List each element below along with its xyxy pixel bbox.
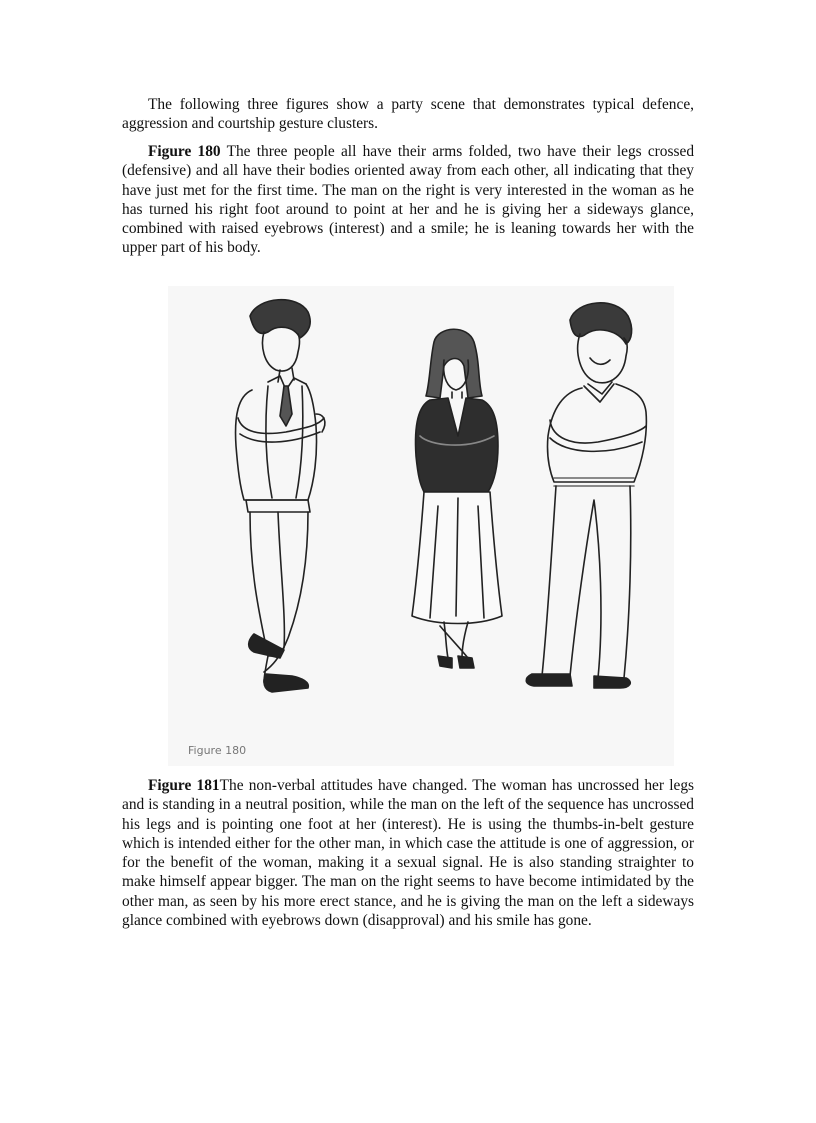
figure-181-description xyxy=(122,776,694,930)
figure-180-text: The three people all have their arms folded, two have their legs crossed (defensive) and all have their bodies oriented away from each other, all indicating that they have just met for the first time. The man on the right is very interested in the woman as he has turned his right foot around to point at her and he is giving her a sideways glance, combined with raised eyebrows (interest) and a smile; he is leaning towards her with the upper part of his body. xyxy=(122,143,695,257)
figure-180-description xyxy=(122,142,694,258)
intro-text: The following three figures show a party scene that demonstrates typical defence, aggression and courtship gesture clusters. xyxy=(122,96,694,133)
right-man-figure xyxy=(526,303,646,688)
woman-figure xyxy=(412,329,502,668)
party-scene-drawing xyxy=(168,286,674,766)
figure-caption: Figure 180 xyxy=(188,744,247,757)
figure-181-label: Figure 181 xyxy=(148,777,220,794)
figure-180-illustration xyxy=(168,286,674,766)
figure-181-text: The non-verbal attitudes have changed. The woman has uncrossed her legs and is standing in a neutral position, while the man on the left of the sequence has uncrossed his legs and is pointing one foot at her (interest). He is using the thumbs-in-belt gesture which is intended either for the other man, in which case the attitude is one of aggression, or for the benefit of the woman, making it a sexual signal. He is also standing straighter to make himself appear bigger. The man on the right seems to have become intimidated by the other man, as seen by his more erect stance, and he is giving the man on the left a sideways glance combined with eyebrows down (disapproval) and his smile has gone. xyxy=(122,777,695,930)
figure-180-label: Figure 180 xyxy=(148,143,221,160)
intro-paragraph xyxy=(122,95,694,134)
left-man-figure xyxy=(236,300,325,692)
